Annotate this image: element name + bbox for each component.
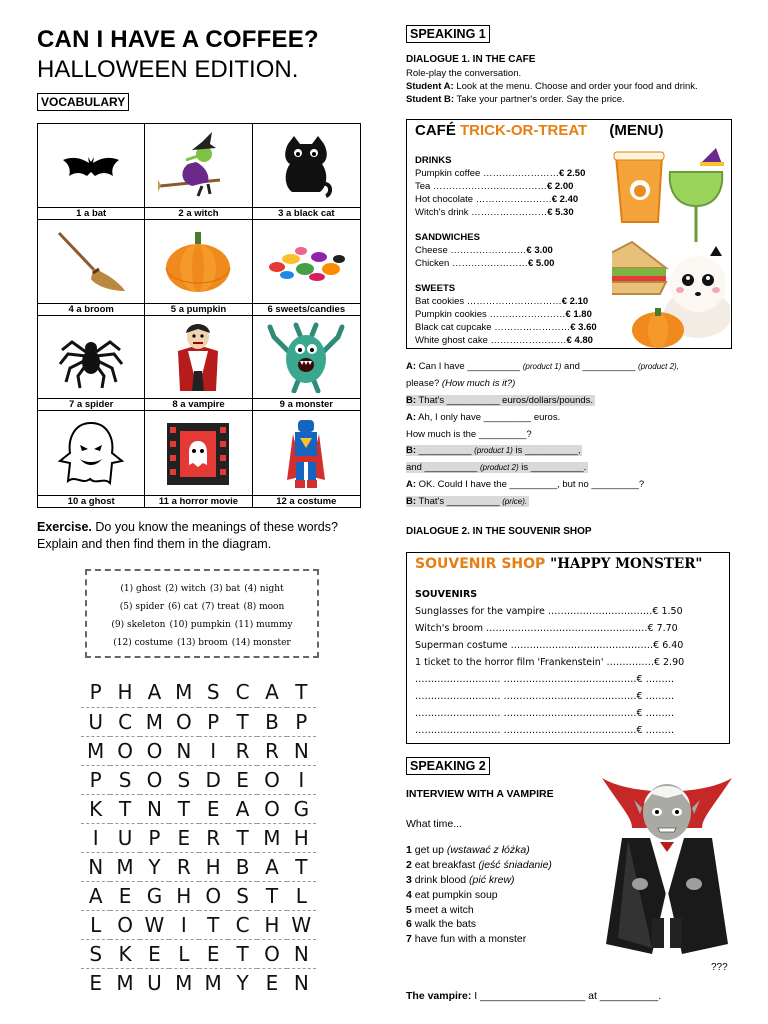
word-search-letter[interactable]: R <box>169 852 198 881</box>
vocab-caption: 4 a broom <box>38 303 144 315</box>
word-search-letter[interactable]: N <box>287 736 316 765</box>
word-item: (4) night <box>244 584 284 594</box>
word-search-row <box>81 939 316 968</box>
dialogue-1-line: A: Ah, I only have _________ euros. <box>406 412 561 423</box>
menu-label: (MENU) <box>609 122 664 139</box>
word-search-letter[interactable]: I <box>81 823 110 852</box>
dialogue-1-line: B: That's __________ euros/dollars/pounds. <box>406 395 594 406</box>
cafe-menu-title <box>415 122 664 139</box>
page-title: CAN I HAVE A COFFEE? <box>37 26 319 53</box>
word-search-letter[interactable]: E <box>140 939 169 968</box>
vocabulary-grid <box>37 123 361 508</box>
word-search-letter[interactable]: N <box>169 736 198 765</box>
word-item: (8) moon <box>243 602 285 612</box>
word-search-letter[interactable]: N <box>287 968 316 997</box>
vocab-caption: 12 a costume <box>253 495 360 507</box>
word-search-letter[interactable]: H <box>287 823 316 852</box>
word-search-letter[interactable]: E <box>199 794 228 823</box>
dialogue-1-line: How much is the _________? <box>406 429 532 440</box>
word-search-letter[interactable]: O <box>110 910 139 939</box>
cafe-menu <box>406 119 732 349</box>
word-list-row <box>93 634 311 652</box>
word-search-letter[interactable]: C <box>110 707 139 736</box>
word-search-row <box>81 707 316 736</box>
dialogue-2-title: DIALOGUE 2. IN THE SOUVENIR SHOP <box>406 526 592 537</box>
vocab-caption: 10 a ghost <box>38 495 144 507</box>
vocab-caption: 6 sweets/candies <box>253 303 360 315</box>
vocab-caption: 9 a monster <box>253 398 360 410</box>
word-search-letter[interactable]: L <box>169 939 198 968</box>
word-search-letter[interactable]: P <box>81 765 110 794</box>
word-search-letter[interactable]: O <box>140 765 169 794</box>
word-search-letter[interactable]: E <box>257 968 286 997</box>
word-search-letter[interactable]: O <box>110 736 139 765</box>
word-search-row <box>81 794 316 823</box>
word-search-letter[interactable]: P <box>199 707 228 736</box>
word-search-letter[interactable]: M <box>140 707 169 736</box>
word-list-row <box>93 580 311 598</box>
word-search-letter[interactable]: O <box>169 707 198 736</box>
word-search-letter[interactable]: O <box>140 736 169 765</box>
sweets-heading: SWEETS <box>415 283 456 294</box>
vampire-icon <box>145 318 251 398</box>
word-search-letter[interactable]: B <box>228 852 257 881</box>
sandwiches-heading: SANDWICHES <box>415 232 480 243</box>
word-search-letter[interactable]: R <box>257 736 286 765</box>
drinks-heading: DRINKS <box>415 155 452 166</box>
word-search-letter[interactable]: D <box>199 765 228 794</box>
word-search-letter[interactable]: W <box>287 910 316 939</box>
word-search-grid <box>81 678 316 997</box>
vocab-cell <box>38 316 145 412</box>
interview-step: 5 meet a witch <box>406 904 474 916</box>
vocab-cell <box>253 124 360 220</box>
word-search-letter[interactable]: S <box>228 881 257 910</box>
exercise-instructions <box>37 519 367 553</box>
word-search-letter[interactable]: E <box>81 968 110 997</box>
food-illustration-icon <box>612 148 730 348</box>
dialogue-1-instruction: Role-play the conversation. <box>406 68 522 79</box>
word-search-letter[interactable]: S <box>169 765 198 794</box>
souvenir-shop-title <box>415 556 702 572</box>
word-search-letter[interactable]: K <box>110 939 139 968</box>
dialogue-1-line: A: Can I have __________ (product 1) and __________ (product 2), <box>406 361 679 372</box>
word-search-letter[interactable]: M <box>175 680 193 705</box>
word-search-letter[interactable]: T <box>287 852 316 881</box>
menu-item: Black cat cupcake ……………………€ 3.60 <box>415 322 597 333</box>
souvenirs-heading: SOUVENIRS <box>415 589 478 600</box>
vocab-cell <box>38 220 145 316</box>
word-item: (14) monster <box>231 638 291 648</box>
menu-item: Tea ………………………………€ 2.00 <box>415 181 574 192</box>
word-search-letter[interactable]: M <box>169 968 198 997</box>
word-search-letter[interactable]: C <box>228 910 257 939</box>
word-search-row <box>81 881 316 910</box>
souvenir-item: Superman costume ………………………………………€ 6.40 <box>415 640 684 651</box>
word-search-letter[interactable]: A <box>265 680 279 705</box>
word-search-letter[interactable]: S <box>206 680 220 705</box>
vocab-cell <box>145 220 252 316</box>
word-search-letter[interactable]: R <box>199 823 228 852</box>
word-item: (10) pumpkin <box>169 620 231 630</box>
word-search-letter[interactable]: T <box>295 680 308 705</box>
word-item: (5) spider <box>119 602 164 612</box>
word-search-letter[interactable]: H <box>199 852 228 881</box>
word-search-letter[interactable]: H <box>117 680 133 705</box>
word-search-letter[interactable]: M <box>199 968 228 997</box>
word-search-letter[interactable]: U <box>110 823 139 852</box>
question-marks: ??? <box>711 962 728 973</box>
word-search-letter[interactable]: L <box>287 881 316 910</box>
word-search-letter[interactable]: M <box>81 736 110 765</box>
word-search-letter[interactable]: E <box>169 823 198 852</box>
word-item: (11) mummy <box>234 620 293 630</box>
interview-title: INTERVIEW WITH A VAMPIRE <box>406 788 554 800</box>
word-item: (1) ghost <box>120 584 162 594</box>
word-search-letter[interactable]: N <box>81 852 110 881</box>
student-a-text: Look at the menu. Choose and order your food and drink. <box>453 81 698 92</box>
word-search-row <box>81 852 316 881</box>
menu-item: Pumpkin coffee ……………………€ 2.50 <box>415 168 586 179</box>
menu-item: Cheese ……………………€ 3.00 <box>415 245 553 256</box>
word-search-letter[interactable]: L <box>81 910 110 939</box>
broom-icon <box>38 222 144 302</box>
word-search-letter[interactable]: O <box>199 881 228 910</box>
menu-item: Chicken ……………………€ 5.00 <box>415 258 555 269</box>
student-a-label: Student A: <box>406 81 454 92</box>
word-search-letter[interactable]: P <box>140 823 169 852</box>
dialogue-1-instruction <box>406 94 625 105</box>
vocab-cell <box>38 124 145 220</box>
vocabulary-label: VOCABULARY <box>37 93 129 111</box>
word-search-letter[interactable]: I <box>287 765 316 794</box>
word-search-letter[interactable]: U <box>81 707 110 736</box>
film-icon <box>145 413 251 494</box>
word-search-letter[interactable]: G <box>140 881 169 910</box>
word-search-row <box>81 823 316 852</box>
souvenir-item: 1 ticket to the horror film 'Frankenstein' ……………€ 2.90 <box>415 657 685 668</box>
what-time-prompt: What time... <box>406 818 463 830</box>
word-search-letter[interactable]: T <box>228 939 257 968</box>
word-search-letter[interactable]: O <box>257 765 286 794</box>
word-search-letter[interactable]: I <box>199 736 228 765</box>
cafe-name: CAFÉ <box>415 122 456 139</box>
word-search-letter[interactable]: A <box>228 794 257 823</box>
dialogue-1-line: B: That's __________ (price). <box>406 496 528 507</box>
cafe-name-highlight: TRICK-OR-TREAT <box>460 122 588 139</box>
word-search-letter[interactable]: O <box>257 794 286 823</box>
word-search-row <box>81 736 316 765</box>
word-search-letter[interactable]: U <box>140 968 169 997</box>
dialogue-1-instruction <box>406 81 698 92</box>
word-item: (3) bat <box>209 584 241 594</box>
exercise-label: Exercise. <box>37 520 92 534</box>
vocab-caption: 2 a witch <box>145 207 251 219</box>
vocab-caption: 1 a bat <box>38 207 144 219</box>
witch-icon <box>145 126 251 206</box>
souvenir-shop-menu <box>406 552 730 744</box>
word-search-letter[interactable]: Y <box>140 852 169 881</box>
word-item: (9) skeleton <box>111 620 166 630</box>
menu-item: Pumpkin cookies ……………………€ 1.80 <box>415 309 592 320</box>
word-list-row <box>93 598 311 616</box>
vocab-cell <box>253 316 360 412</box>
word-list-row <box>93 616 311 634</box>
vampire-answer-line <box>406 990 661 1002</box>
bat-icon <box>38 126 144 206</box>
word-item: (13) broom <box>176 638 228 648</box>
souvenir-item-blank: ……………………… ……………………………………€ ……… <box>415 725 675 736</box>
souvenir-item: Sunglasses for the vampire ……………………………€ 1.50 <box>415 606 683 617</box>
word-search-letter[interactable]: H <box>257 910 286 939</box>
word-search-letter[interactable]: S <box>110 765 139 794</box>
word-search-row <box>81 765 316 794</box>
candies-icon <box>253 222 360 302</box>
word-search-letter[interactable]: Y <box>228 968 257 997</box>
menu-item: Hot chocolate ……………………€ 2.40 <box>415 194 579 205</box>
word-search-letter[interactable]: T <box>169 794 198 823</box>
interview-step: 3 drink blood (pić krew) <box>406 874 515 886</box>
word-search-letter[interactable]: H <box>169 881 198 910</box>
dialogue-1-title: DIALOGUE 1. IN THE CAFE <box>406 54 536 65</box>
vocab-cell <box>38 411 145 507</box>
souvenir-item-blank: ……………………… ……………………………………€ ……… <box>415 674 675 685</box>
word-search-letter[interactable]: A <box>147 680 162 705</box>
vocab-cell <box>145 124 252 220</box>
word-search-letter[interactable]: T <box>228 823 257 852</box>
interview-step: 7 have fun with a monster <box>406 933 527 945</box>
speaking-2-label: SPEAKING 2 <box>406 757 490 775</box>
vampire-answer-text: I __________________ at __________. <box>471 990 662 1002</box>
student-b-text: Take your partner's order. Say the price. <box>454 94 625 105</box>
souvenir-item: Witch's broom ……………………………………………€ 7.70 <box>415 623 678 634</box>
vocab-caption: 8 a vampire <box>145 398 251 410</box>
word-item: (6) cat <box>168 602 198 612</box>
dialogue-1-line: please? (How much is it?) <box>406 378 516 389</box>
word-search-letter[interactable]: I <box>169 910 198 939</box>
vocab-caption: 3 a black cat <box>253 207 360 219</box>
word-search-letter[interactable]: M <box>110 968 139 997</box>
word-search-letter[interactable]: A <box>81 881 110 910</box>
word-search-letter[interactable]: P <box>287 707 316 736</box>
pumpkin-icon <box>145 222 251 302</box>
word-search-letter[interactable]: C <box>235 680 250 705</box>
word-search-letter[interactable]: G <box>287 794 316 823</box>
word-search-letter[interactable]: B <box>257 707 286 736</box>
word-search-letter[interactable]: N <box>140 794 169 823</box>
word-item: (2) witch <box>165 584 206 594</box>
word-search-letter[interactable]: E <box>199 939 228 968</box>
word-search-letter[interactable]: T <box>257 881 286 910</box>
spider-icon <box>38 318 144 398</box>
shop-subtitle: "HAPPY MONSTER" <box>550 556 703 572</box>
interview-step: 2 eat breakfast (jeść śniadanie) <box>406 859 552 871</box>
dialogue-1-line: and __________ (product 2) is __________. <box>406 462 587 473</box>
vampire-illustration-icon <box>592 768 742 958</box>
page-subtitle: HALLOWEEN EDITION. <box>37 56 299 83</box>
word-search-letter[interactable]: M <box>110 852 139 881</box>
monster-icon <box>253 318 360 398</box>
dialogue-1-line: B: __________ (product 1) is __________, <box>406 445 581 456</box>
word-search-letter[interactable]: T <box>110 794 139 823</box>
word-search-letter[interactable]: A <box>257 852 286 881</box>
black-cat-icon <box>253 126 360 206</box>
word-search-letter[interactable]: T <box>199 910 228 939</box>
word-search-letter[interactable]: R <box>228 736 257 765</box>
dialogue-1-line: A: OK. Could I have the _________, but no _________? <box>406 479 645 490</box>
exercise-text: Do you know the meanings of these words? Explain and then find them in the diagram. <box>37 520 338 551</box>
interview-step: 4 eat pumpkin soup <box>406 889 498 901</box>
vocab-cell <box>145 316 252 412</box>
vocab-caption: 7 a spider <box>38 398 144 410</box>
word-search-letter[interactable]: W <box>140 910 169 939</box>
costume-icon <box>253 413 360 494</box>
word-search-letter[interactable]: T <box>228 707 257 736</box>
word-search-letter[interactable]: O <box>257 939 286 968</box>
speaking-1-label: SPEAKING 1 <box>406 25 490 43</box>
menu-item: Witch's drink ……………………€ 5.30 <box>415 207 574 218</box>
ghost-icon <box>38 413 144 494</box>
interview-step: 6 walk the bats <box>406 918 477 930</box>
word-item: (12) costume <box>113 638 173 648</box>
word-item: (7) treat <box>201 602 240 612</box>
menu-item: Bat cookies …………………………€ 2.10 <box>415 296 589 307</box>
souvenir-item-blank: ……………………… ……………………………………€ ……… <box>415 708 675 719</box>
student-b-label: Student B: <box>406 94 455 105</box>
interview-step: 1 get up (wstawać z łóżka) <box>406 844 530 856</box>
vocab-cell <box>253 411 360 507</box>
word-list-box <box>85 569 319 658</box>
word-search-letter[interactable]: M <box>257 823 286 852</box>
word-search-letter[interactable]: S <box>81 939 110 968</box>
word-search-letter[interactable]: K <box>81 794 110 823</box>
vocab-caption: 5 a pumpkin <box>145 303 251 315</box>
word-search-row <box>81 678 316 707</box>
word-search-letter[interactable]: N <box>287 939 316 968</box>
vocab-cell <box>253 220 360 316</box>
word-search-row <box>81 910 316 939</box>
vocab-caption: 11 a horror movie <box>145 495 251 507</box>
vocab-cell <box>145 411 252 507</box>
vampire-label: The vampire: <box>406 990 472 1002</box>
menu-item: White ghost cake ……………………€ 4.80 <box>415 335 593 346</box>
shop-name: SOUVENIR SHOP <box>415 556 546 572</box>
word-search-letter[interactable]: E <box>110 881 139 910</box>
word-search-letter[interactable]: E <box>228 765 257 794</box>
word-search-letter[interactable]: P <box>89 680 102 705</box>
souvenir-item-blank: ……………………… ……………………………………€ ……… <box>415 691 675 702</box>
word-search-row <box>81 968 316 997</box>
